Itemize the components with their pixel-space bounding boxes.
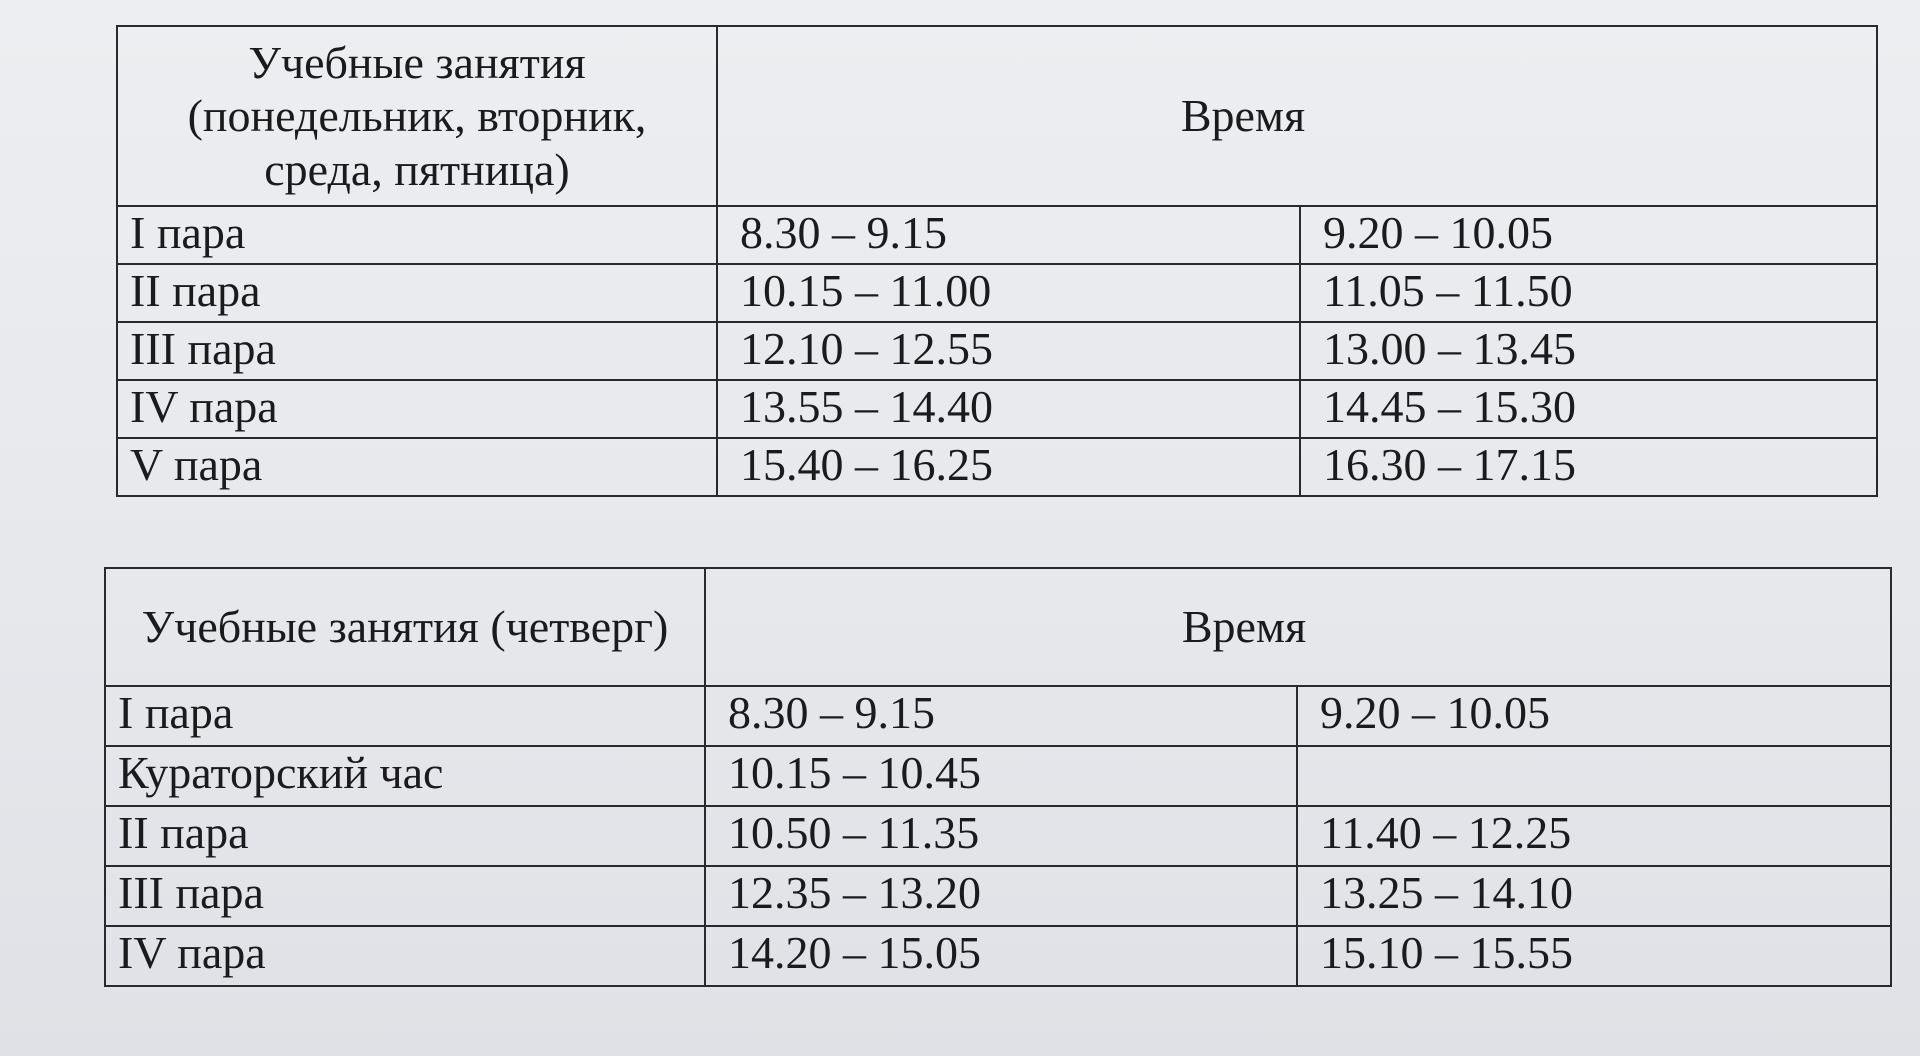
schedule-table-thursday	[104, 567, 1892, 987]
table-row	[105, 806, 1891, 866]
table-header-row	[105, 568, 1891, 686]
lesson-name: III пара	[117, 322, 717, 380]
time-first-half: 12.35 – 13.20	[705, 866, 1297, 926]
header-lessons-weekdays: Учебные занятия (понедельник, вторник, среда, пятница)	[117, 26, 717, 206]
table-row	[105, 746, 1891, 806]
time-second-half: 16.30 – 17.15	[1300, 438, 1877, 496]
lesson-name: IV пара	[117, 380, 717, 438]
time-second-half: 13.25 – 14.10	[1297, 866, 1891, 926]
lesson-name: II пара	[105, 806, 705, 866]
lesson-name: I пара	[105, 686, 705, 746]
time-first-half: 13.55 – 14.40	[717, 380, 1300, 438]
table-row	[117, 206, 1877, 264]
time-second-half	[1297, 746, 1891, 806]
time-first-half: 15.40 – 16.25	[717, 438, 1300, 496]
lesson-name: I пара	[117, 206, 717, 264]
lesson-name: III пара	[105, 866, 705, 926]
table-row	[105, 926, 1891, 986]
time-second-half: 14.45 – 15.30	[1300, 380, 1877, 438]
time-second-half: 15.10 – 15.55	[1297, 926, 1891, 986]
time-second-half: 11.05 – 11.50	[1300, 264, 1877, 322]
time-first-half: 12.10 – 12.55	[717, 322, 1300, 380]
lesson-name: II пара	[117, 264, 717, 322]
time-second-half: 9.20 – 10.05	[1297, 686, 1891, 746]
time-second-half: 9.20 – 10.05	[1300, 206, 1877, 264]
time-second-half: 11.40 – 12.25	[1297, 806, 1891, 866]
table-row	[117, 438, 1877, 496]
lesson-name: Кураторский час	[105, 746, 705, 806]
time-first-half: 10.15 – 10.45	[705, 746, 1297, 806]
schedule-table-weekdays	[116, 25, 1878, 497]
time-first-half: 8.30 – 9.15	[705, 686, 1297, 746]
header-lessons-thursday: Учебные занятия (четверг)	[105, 568, 705, 686]
table-row	[117, 264, 1877, 322]
time-first-half: 10.50 – 11.35	[705, 806, 1297, 866]
table-header-row	[117, 26, 1877, 206]
time-second-half: 13.00 – 13.45	[1300, 322, 1877, 380]
header-time: Время	[705, 568, 1891, 686]
time-first-half: 10.15 – 11.00	[717, 264, 1300, 322]
header-time: Время	[717, 26, 1877, 206]
lesson-name: IV пара	[105, 926, 705, 986]
time-first-half: 14.20 – 15.05	[705, 926, 1297, 986]
table-row	[117, 322, 1877, 380]
table-row	[105, 686, 1891, 746]
table-row	[117, 380, 1877, 438]
table-row	[105, 866, 1891, 926]
time-first-half: 8.30 – 9.15	[717, 206, 1300, 264]
lesson-name: V пара	[117, 438, 717, 496]
